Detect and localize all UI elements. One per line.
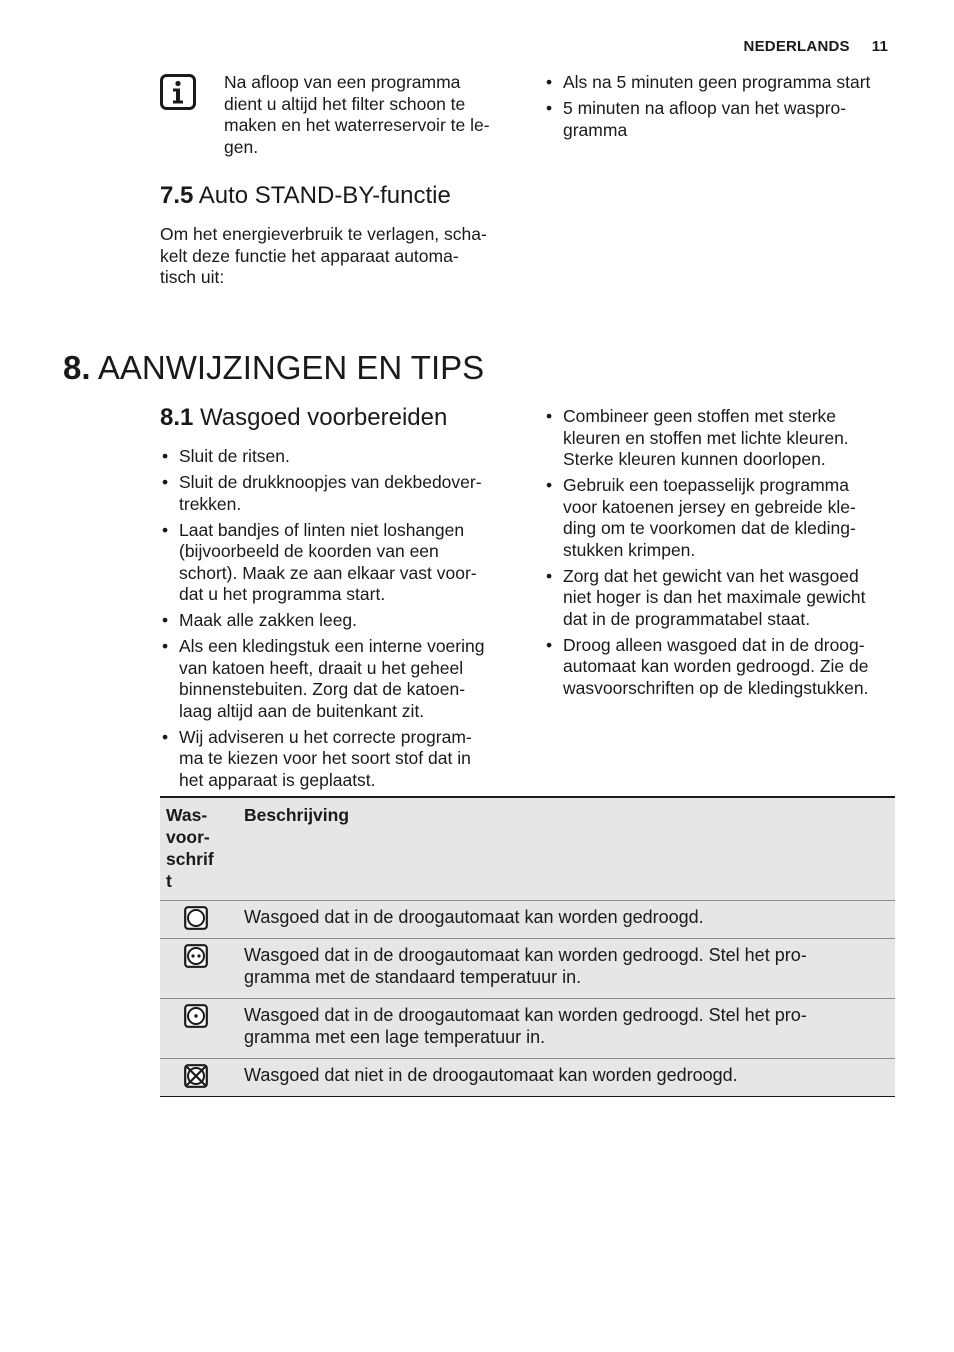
list-item <box>544 98 904 141</box>
table-header-row <box>160 797 895 901</box>
standby-conditions-list <box>544 72 904 146</box>
column-header-symbol <box>160 797 238 901</box>
section-title: Auto STAND-BY-functie <box>198 182 451 209</box>
note-line: dient u altijd het filter schoon te <box>224 93 466 114</box>
description-line: gramma met de standaard temperatuur in. <box>244 967 582 987</box>
list-item-line: • Laat bandjes of linten niet loshangen <box>179 519 465 540</box>
description-cell <box>238 901 895 939</box>
note-text <box>224 72 514 158</box>
chapter-number: 8. <box>63 349 91 386</box>
header-line: schrif <box>166 849 214 869</box>
chapter-8-heading <box>63 348 484 388</box>
list-item-line: kleuren en stoffen met lichte kleuren. <box>563 427 849 448</box>
list-item-line: • 5 minuten na afloop van het waspro- <box>563 98 847 118</box>
list-item <box>544 635 914 700</box>
list-item-line: niet hoger is dan het maximale gewicht <box>563 587 866 607</box>
description-line: Wasgoed dat in de droogautomaat kan worden gedroogd. Stel het pro- <box>244 945 807 965</box>
table-row <box>160 1059 895 1097</box>
table-row <box>160 901 895 939</box>
list-item-line: • Wij adviseren u het correcte program- <box>179 726 472 747</box>
preparation-list-left <box>160 446 530 796</box>
list-item-line: ding om te voorkomen dat de kleding- <box>563 518 856 538</box>
tumble-dry-normal-temperature-icon <box>184 944 208 968</box>
list-item-line: • Gebruik een toepasselijk programma <box>563 475 849 495</box>
note-line: Na afloop van een programma <box>224 72 461 92</box>
list-item-line: binnenstebuiten. Zorg dat de katoen- <box>179 679 466 699</box>
list-item-line: • Als na 5 minuten geen programma start <box>563 72 871 92</box>
list-item-line: • Als een kledingstuk een interne voering <box>179 636 485 656</box>
list-item-line: Sterke kleuren kunnen doorlopen. <box>563 449 826 469</box>
list-item-line: dat u het programma start. <box>179 584 386 604</box>
description-line: Wasgoed dat niet in de droogautomaat kan worden gedroogd. <box>244 1065 738 1085</box>
note-line: maken en het waterreservoir te le- <box>224 115 490 135</box>
section-number: 8.1 <box>160 404 194 431</box>
column-header-description: Beschrijving <box>244 805 350 825</box>
description-line: Wasgoed dat in de droogautomaat kan worden gedroogd. Stel het pro- <box>244 1005 807 1025</box>
list-item-line: (bijvoorbeeld de koorden van een <box>179 541 439 561</box>
list-item-line: • Droog alleen wasgoed dat in de droog- <box>563 634 865 655</box>
list-item-line: wasvoorschriften op de kledingstukken. <box>563 677 869 698</box>
section-title: Wasgoed voorbereiden <box>200 404 448 431</box>
list-item-line: trekken. <box>179 493 242 514</box>
list-item-line: ma te kiezen voor het soort stof dat in <box>179 748 471 768</box>
list-item <box>160 636 530 722</box>
description-line: gramma met een lage temperatuur in. <box>244 1027 546 1047</box>
chapter-title: AANWIJZINGEN EN TIPS <box>97 349 485 386</box>
header-line: voor- <box>166 827 210 847</box>
symbol-cell <box>160 999 238 1059</box>
language-label: NEDERLANDS <box>743 38 850 55</box>
list-item-line: • Sluit de drukknoopjes van dekbedover- <box>179 472 482 492</box>
preparation-list-right <box>544 406 914 704</box>
header-line: t <box>166 871 172 891</box>
care-symbol-table <box>160 796 895 1097</box>
table-row <box>160 939 895 999</box>
list-item <box>544 406 914 471</box>
section-8-1-heading <box>160 404 447 432</box>
list-item-line: • Combineer geen stoffen met sterke <box>563 406 837 426</box>
table-row <box>160 999 895 1059</box>
symbol-cell <box>160 1059 238 1097</box>
description-cell <box>238 999 895 1059</box>
list-item-line: schort). Maak ze aan elkaar vast voor- <box>179 562 477 583</box>
symbol-cell <box>160 939 238 999</box>
list-item-line: automaat kan worden gedroogd. Zie de <box>563 656 869 676</box>
list-item <box>544 72 904 94</box>
list-item <box>160 446 530 468</box>
body-line: kelt deze functie het apparaat automa- <box>160 245 459 266</box>
list-item <box>160 520 530 606</box>
list-item-line: stukken krimpen. <box>563 539 696 560</box>
body-line: tisch uit: <box>160 267 225 287</box>
list-item-line: dat in de programmatabel staat. <box>563 608 811 629</box>
info-icon <box>160 74 196 110</box>
list-item-line: • Maak alle zakken leeg. <box>179 610 358 630</box>
section-7-5-body <box>160 224 520 289</box>
body-line: Om het energieverbruik te verlagen, scha- <box>160 224 487 244</box>
list-item <box>160 727 530 792</box>
list-item-line: • Sluit de ritsen. <box>179 446 290 466</box>
list-item <box>160 610 530 632</box>
note-line: gen. <box>224 136 259 157</box>
section-number: 7.5 <box>160 182 194 209</box>
list-item-line: • Zorg dat het gewicht van het wasgoed <box>563 565 859 586</box>
tumble-dry-icon <box>184 906 208 930</box>
description-cell <box>238 939 895 999</box>
list-item <box>160 472 530 515</box>
tumble-dry-low-temperature-icon <box>184 1004 208 1028</box>
do-not-tumble-dry-icon <box>184 1064 208 1088</box>
section-7-5-heading <box>160 182 451 210</box>
header-line: Was- <box>166 805 208 825</box>
running-header <box>744 38 888 55</box>
list-item <box>544 475 914 561</box>
list-item <box>544 566 914 631</box>
list-item-line: het apparaat is geplaatst. <box>179 769 376 790</box>
list-item-line: van katoen heeft, draait u het geheel <box>179 657 464 678</box>
symbol-cell <box>160 901 238 939</box>
list-item-line: gramma <box>563 119 628 140</box>
list-item-line: voor katoenen jersey en gebreide kle- <box>563 496 856 517</box>
page-number: 11 <box>871 38 888 55</box>
list-item-line: laag altijd aan de buitenkant zit. <box>179 700 425 721</box>
description-line: Wasgoed dat in de droogautomaat kan worden gedroogd. <box>244 907 704 927</box>
description-cell <box>238 1059 895 1097</box>
